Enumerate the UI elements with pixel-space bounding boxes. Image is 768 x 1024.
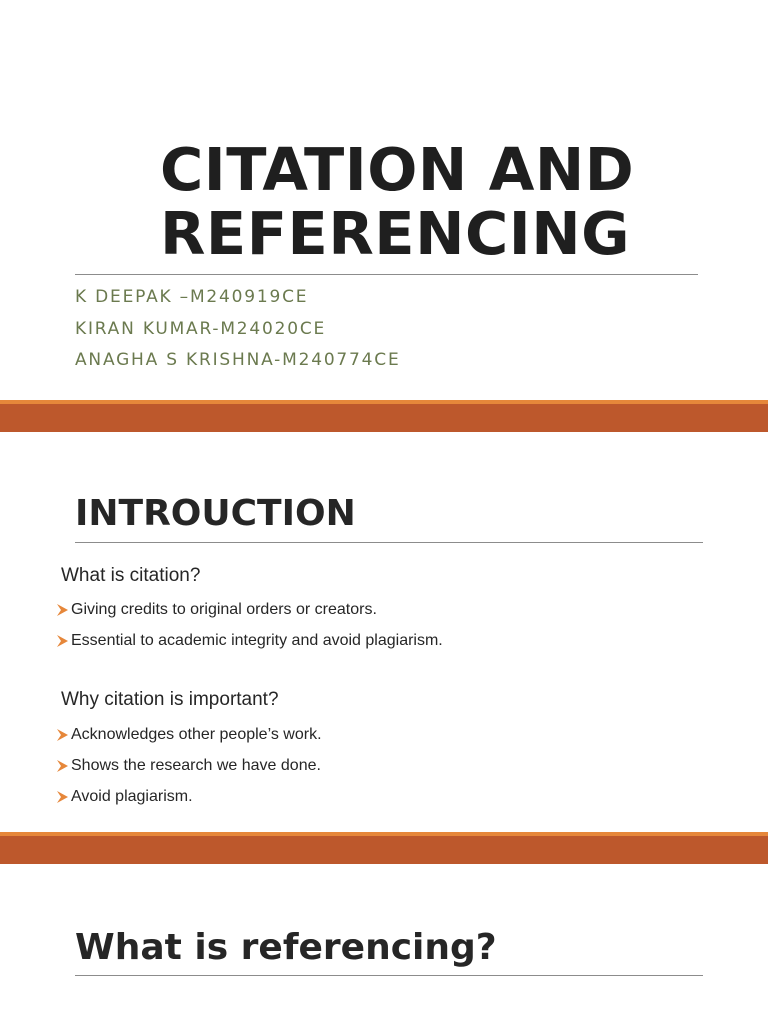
list-item	[56, 781, 322, 812]
bullet-text: Acknowledges other people’s work.	[71, 725, 322, 743]
section-divider	[75, 975, 703, 976]
question-heading: Why citation is important?	[61, 689, 279, 710]
bullet-list	[56, 719, 322, 812]
bullet-text: Giving credits to original orders or creators.	[71, 600, 377, 618]
arrowhead-bullet-icon	[56, 602, 70, 618]
arrowhead-bullet-icon	[56, 727, 70, 743]
list-item	[56, 719, 322, 750]
author-list	[75, 282, 401, 377]
slide-separator	[0, 400, 768, 432]
arrowhead-bullet-icon	[56, 633, 70, 649]
question-heading: What is citation?	[61, 565, 201, 586]
author-3: ANAGHA S KRISHNA-M240774CE	[75, 350, 401, 370]
referencing-slide	[0, 864, 768, 1024]
section-title: What is referencing?	[75, 927, 497, 968]
section-title: INTROUCTION	[75, 493, 356, 534]
bullet-text: Essential to academic integrity and avoid plagiarism.	[71, 631, 443, 649]
author-2: KIRAN KUMAR-M24020CE	[75, 318, 327, 339]
arrowhead-bullet-icon	[56, 789, 70, 805]
introduction-slide	[0, 432, 768, 832]
title-line-2: REFERENCING	[160, 199, 631, 268]
title-slide	[0, 0, 768, 400]
list-item	[56, 625, 443, 656]
slide-separator	[0, 832, 768, 864]
title-divider	[75, 274, 698, 275]
section-divider	[75, 542, 703, 543]
arrowhead-bullet-icon	[56, 758, 70, 774]
bullet-text: Avoid plagiarism.	[71, 787, 193, 805]
list-item	[56, 750, 322, 781]
bullet-text: Shows the research we have done.	[71, 756, 321, 774]
title-line-1: CITATION AND	[160, 135, 635, 204]
bullet-list	[56, 594, 443, 656]
list-item	[56, 594, 443, 625]
author-1: K DEEPAK –M240919CE	[75, 287, 309, 307]
presentation-title	[160, 135, 720, 268]
